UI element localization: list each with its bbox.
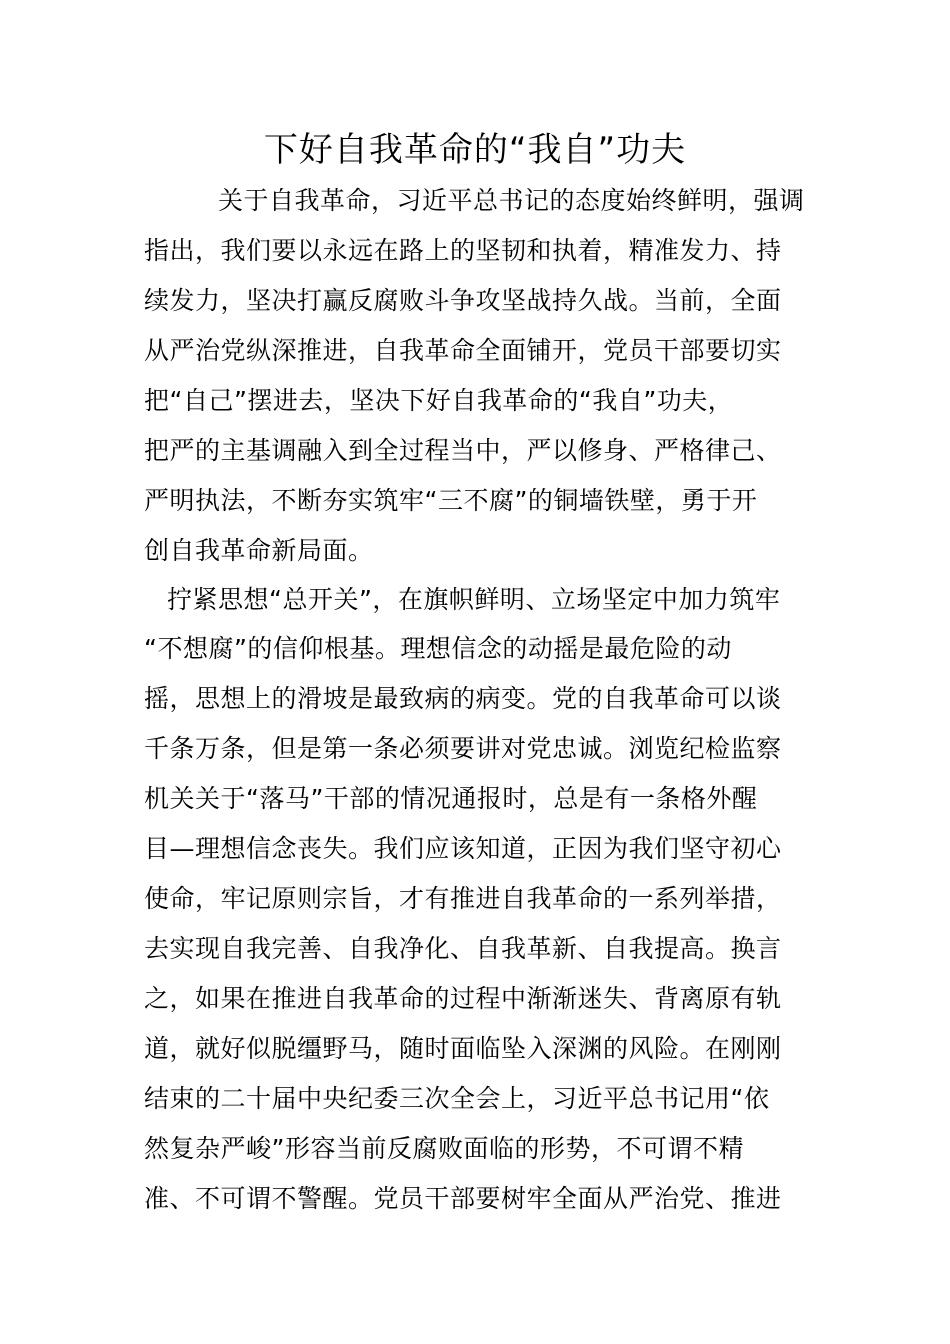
- body-line: 使命，牢记原则宗旨，才有推进自我革命的一系列举措，: [144, 884, 782, 913]
- body-line: 摇，思想上的滑坡是最致病的病变。党的自我革命可以谈: [144, 684, 782, 713]
- body-line: 拧紧思想“总开关”，在旗帜鲜明、立场坚定中加力筑牢: [167, 585, 781, 614]
- body-line: 严明执法，不断夯实筑牢“三不腐”的铜墙铁壁，勇于开: [144, 486, 758, 515]
- body-line: 关于自我革命，习近平总书记的态度始终鲜明，强调: [218, 186, 805, 215]
- body-line: 机关关于“落马”干部的情况通报时，总是有一条格外醒: [144, 784, 758, 813]
- body-line: 千条万条，但是第一条必须要讲对党忠诚。浏览纪检监察: [144, 734, 782, 763]
- body-line: 然复杂严峻”形容当前反腐败面临的形势，不可谓不精: [144, 1134, 744, 1163]
- body-line: 把严的主基调融入到全过程当中，严以修身、严格律己、: [144, 436, 782, 465]
- body-line: 结束的二十届中央纪委三次全会上，习近平总书记用“依: [144, 1084, 770, 1113]
- body-line: “不想腐”的信仰根基。理想信念的动摇是最危险的动: [144, 634, 732, 663]
- body-line: 目—理想信念丧失。我们应该知道，正因为我们坚守初心: [144, 834, 782, 863]
- body-line: 把“自己”摆进去，坚决下好自我革命的“我自”功夫，: [144, 386, 734, 415]
- body-line: 续发力，坚决打赢反腐败斗争攻坚战持久战。当前，全面: [144, 286, 782, 315]
- body-line: 去实现自我完善、自我净化、自我革新、自我提高。换言: [144, 934, 782, 963]
- body-line: 指出，我们要以永远在路上的坚韧和执着，精准发力、持: [144, 236, 782, 265]
- body-line: 之，如果在推进自我革命的过程中渐渐迷失、背离原有轨: [144, 984, 782, 1013]
- document-title: 下好自我革命的“我自”功夫: [263, 130, 687, 170]
- body-line: 创自我革命新局面。: [144, 536, 374, 565]
- body-line: 从严治党纵深推进，自我革命全面铺开，党员干部要切实: [144, 336, 782, 365]
- body-line: 道，就好似脱缰野马，随时面临坠入深渊的风险。在刚刚: [144, 1034, 782, 1063]
- body-line: 准、不可谓不警醒。党员干部要树牢全面从严治党、推进: [144, 1184, 782, 1213]
